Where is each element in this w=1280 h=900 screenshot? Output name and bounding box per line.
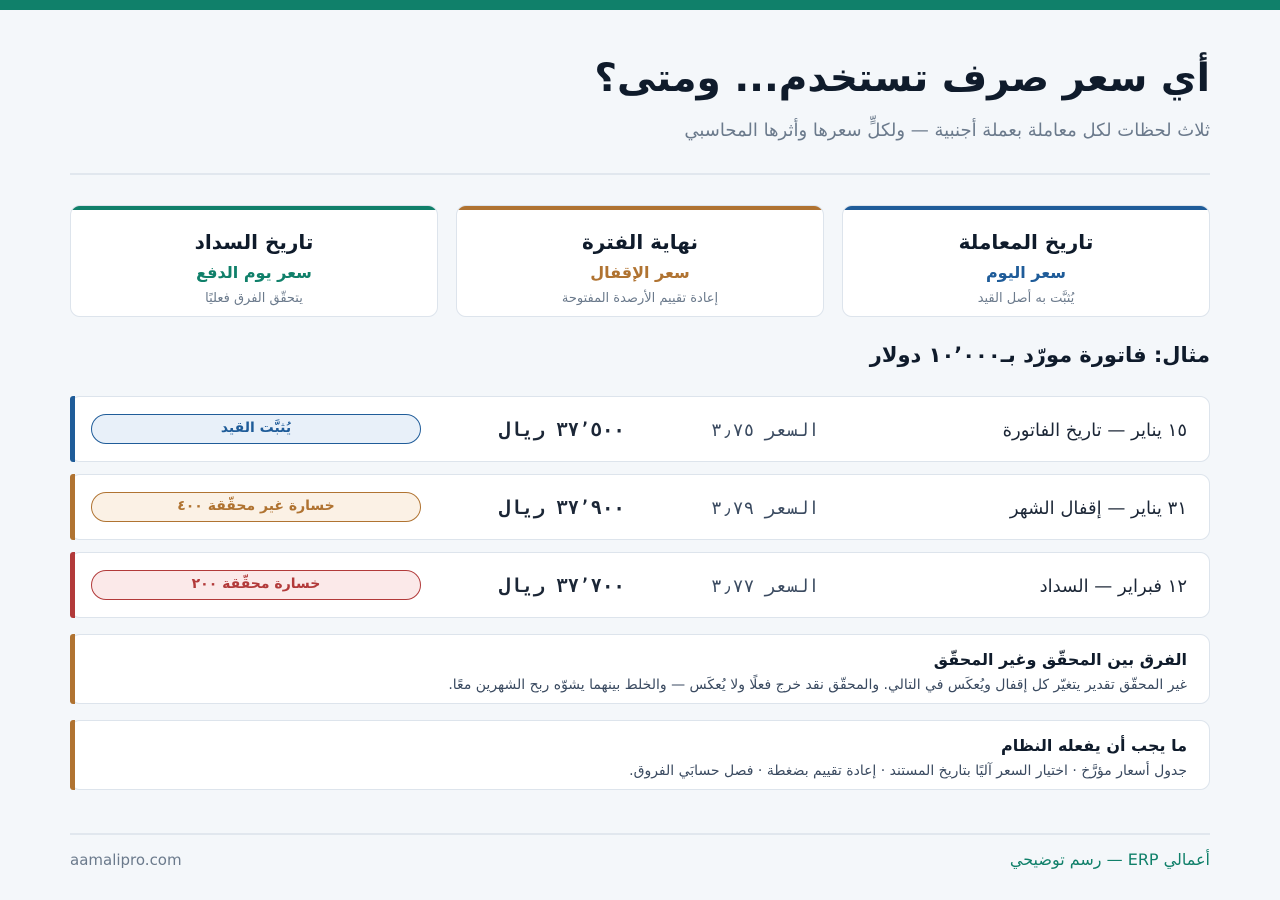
header-divider bbox=[70, 173, 1210, 175]
note-title: ما يجب أن يفعله النظام bbox=[1001, 736, 1187, 755]
stage-title: تاريخ السداد bbox=[194, 230, 314, 254]
stage-note: يتحقّق الفرق فعليًا bbox=[205, 291, 303, 306]
stage-note: يُثبَّت به أصل القيد bbox=[977, 291, 1075, 306]
note-body: غير المحقّق تقدير يتغيّر كل إقفال ويُعكَس في التالي. والمحقّق نقد خرج فعلًا ولا يُعكَس — والخلط بينهما يشوّه ربح الشهرين معًا. bbox=[448, 677, 1187, 693]
stage-rate: سعر اليوم bbox=[985, 263, 1067, 282]
stage-title: نهاية الفترة bbox=[582, 230, 698, 254]
row-date: ١٢ فبراير — السداد bbox=[1039, 576, 1187, 597]
stage-accent-bar bbox=[843, 206, 1209, 210]
note-realized-vs-unrealized bbox=[70, 634, 1210, 704]
note-system-requirements bbox=[70, 720, 1210, 790]
stage-card-payment bbox=[70, 205, 438, 317]
footer-divider bbox=[70, 833, 1210, 835]
stage-rate: سعر يوم الدفع bbox=[196, 263, 312, 282]
footer-site-link[interactable]: aamalipro.com bbox=[70, 851, 182, 869]
stage-title: تاريخ المعاملة bbox=[958, 230, 1094, 254]
note-accent bbox=[70, 720, 75, 790]
note-accent bbox=[70, 634, 75, 704]
note-title: الفرق بين المحقّق وغير المحقّق bbox=[933, 650, 1187, 669]
example-row-invoice bbox=[70, 396, 1210, 462]
stages-row bbox=[70, 205, 1210, 317]
stage-rate: سعر الإقفال bbox=[590, 263, 690, 282]
page-subtitle: ثلاث لحظات لكل معاملة بعملة أجنبية — ولكلٍّ سعرها وأثرها المحاسبي bbox=[684, 120, 1210, 141]
top-accent-bar bbox=[0, 0, 1280, 10]
footer-brand: أعمالي ERP — رسم توضيحي bbox=[1009, 850, 1210, 869]
row-rate: السعر ٣٫٧٧ bbox=[711, 576, 820, 597]
row-date: ٣١ يناير — إقفال الشهر bbox=[1009, 498, 1187, 519]
example-title: مثال: فاتورة مورّد بـ١٠٬٠٠٠ دولار bbox=[869, 343, 1210, 367]
row-accent bbox=[70, 552, 75, 618]
stage-card-period-end bbox=[456, 205, 824, 317]
example-row-month-close bbox=[70, 474, 1210, 540]
row-amount: ٣٧٬٧٠٠ ريال bbox=[499, 575, 625, 597]
row-date: ١٥ يناير — تاريخ الفاتورة bbox=[1002, 420, 1187, 441]
example-row-payment bbox=[70, 552, 1210, 618]
status-badge: خسارة غير محقّقة ٤٠٠ bbox=[91, 492, 421, 522]
stage-note: إعادة تقييم الأرصدة المفتوحة bbox=[561, 291, 719, 306]
row-amount: ٣٧٬٥٠٠ ريال bbox=[499, 419, 625, 441]
row-amount: ٣٧٬٩٠٠ ريال bbox=[499, 497, 625, 519]
status-badge: يُثبَّت القيد bbox=[91, 414, 421, 444]
stage-accent-bar bbox=[457, 206, 823, 210]
row-rate: السعر ٣٫٧٩ bbox=[711, 498, 820, 519]
status-badge: خسارة محقّقة ٢٠٠ bbox=[91, 570, 421, 600]
row-rate: السعر ٣٫٧٥ bbox=[711, 420, 820, 441]
page-title: أي سعر صرف تستخدم... ومتى؟ bbox=[594, 56, 1210, 101]
stage-card-transaction bbox=[842, 205, 1210, 317]
note-body: جدول أسعار مؤرَّخ · اختيار السعر آليًا بتاريخ المستند · إعادة تقييم بضغطة · فصل حسابَي الفروق. bbox=[629, 763, 1187, 779]
row-accent bbox=[70, 474, 75, 540]
row-accent bbox=[70, 396, 75, 462]
stage-accent-bar bbox=[71, 206, 437, 210]
